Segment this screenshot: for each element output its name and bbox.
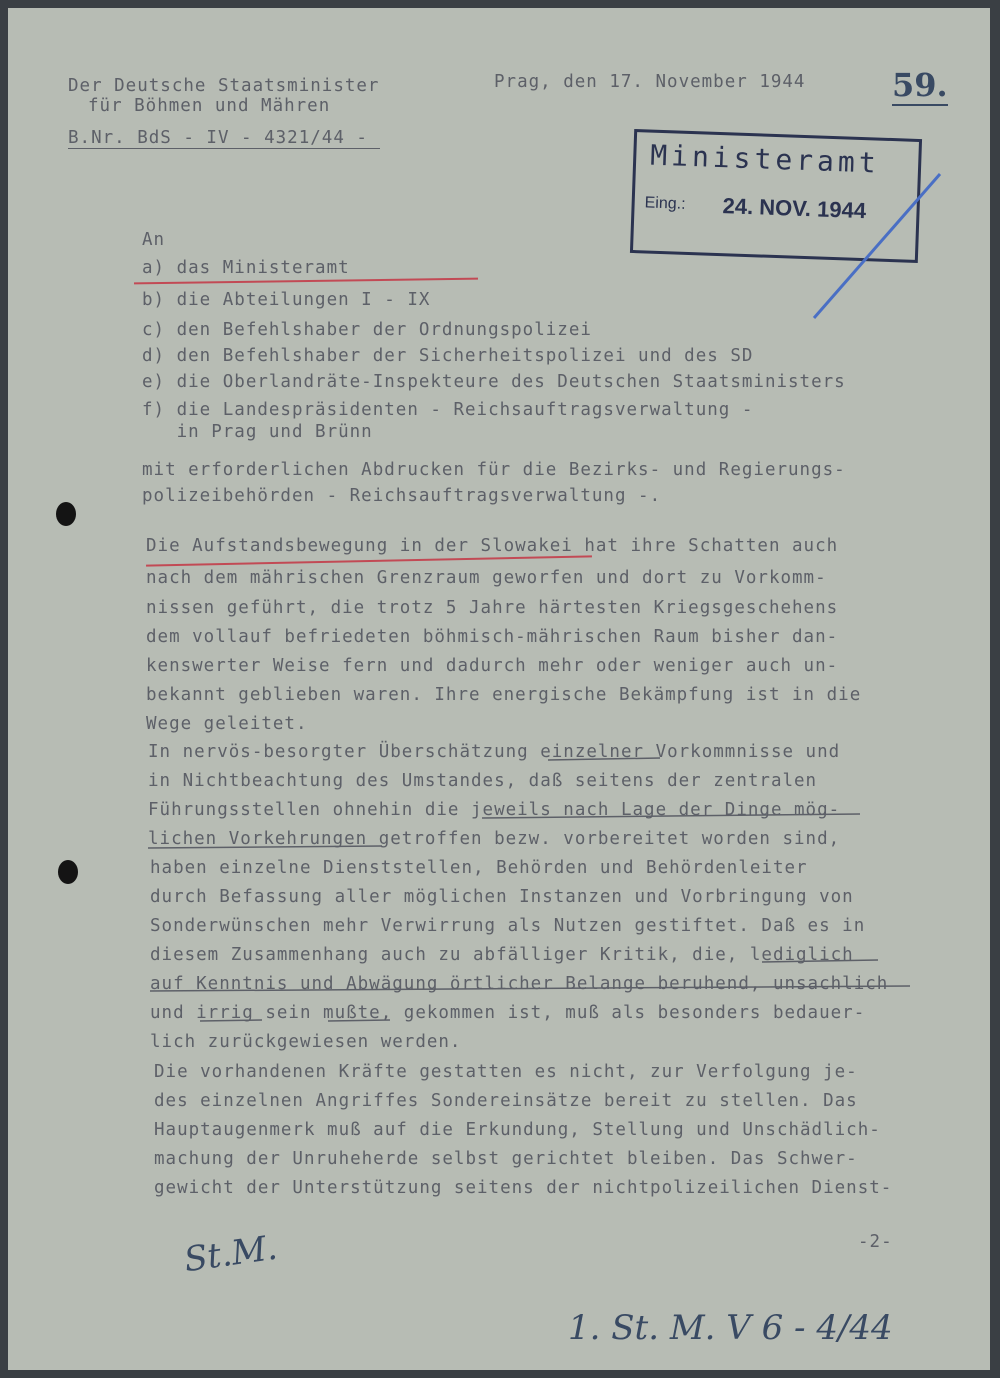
next-page-marker: -2- — [858, 1232, 893, 1252]
recipient-line: a) das Ministeramt — [142, 258, 350, 278]
body-line: diesem Zusammenhang auch zu abfälliger Kritik, die, lediglich — [150, 945, 854, 965]
body-line: kenswerter Weise fern und dadurch mehr oder weniger auch un- — [146, 656, 839, 676]
body-line: des einzelnen Angriffes Sondereinsätze bereit zu stellen. Das — [154, 1091, 858, 1111]
recipient-line: f) die Landespräsidenten - Reichsauftragsverwaltung - — [142, 400, 754, 420]
body-line: nissen geführt, die trotz 5 Jahre härtesten Kriegsgeschehens — [146, 598, 839, 618]
body-line: Die vorhandenen Kräfte gestatten es nicht, zur Verfolgung je- — [154, 1062, 858, 1082]
sender-line-2: für Böhmen und Mähren — [88, 96, 331, 116]
body-line: haben einzelne Dienststellen, Behörden und Behördenleiter — [150, 858, 808, 878]
stamp-received-label: Eing.: — [644, 194, 686, 213]
recipients-label: An — [142, 230, 166, 250]
body-line: auf Kenntnis und Abwägung örtlicher Belange beruhend, unsachlich — [150, 974, 889, 994]
distribution-line: mit erforderlichen Abdrucken für die Bezirks- und Regierungs- — [142, 460, 846, 480]
body-line: gewicht der Unterstützung seitens der nichtpolizeilichen Dienst- — [154, 1178, 893, 1198]
body-line: lichen Vorkehrungen getroffen bezw. vorbereitet worden sind, — [148, 829, 841, 849]
body-line: Hauptaugenmerk muß auf die Erkundung, Stellung und Unschädlich- — [154, 1120, 881, 1140]
body-line: in Nichtbeachtung des Umstandes, daß seitens der zentralen — [148, 771, 818, 791]
body-line: machung der Unruheherde selbst gerichtet bleiben. Das Schwer- — [154, 1149, 858, 1169]
letter-page — [8, 8, 990, 1370]
sender-line-1: Der Deutsche Staatsminister — [68, 76, 380, 96]
body-line: nach dem mährischen Grenzraum geworfen und dort zu Vorkomm- — [146, 568, 827, 588]
recipient-line: in Prag und Brünn — [142, 422, 373, 442]
body-line: In nervös-besorgter Überschätzung einzelner Vorkommnisse und — [148, 742, 841, 762]
distribution-line: polizeibehörden - Reichsauftragsverwaltung -. — [142, 486, 662, 506]
pencil-underlines — [8, 8, 990, 1370]
body-line: durch Befassung aller möglichen Instanzen und Vorbringung von — [150, 887, 854, 907]
handwritten-initials: St.M. — [181, 1227, 280, 1281]
stamp-title: Ministeramt — [649, 138, 881, 180]
recipient-line: e) die Oberlandräte-Inspekteure des Deutschen Staatsministers — [142, 372, 846, 392]
body-line: dem vollauf befriedeten böhmisch-mährischen Raum bisher dan- — [146, 627, 839, 647]
body-line: und irrig sein mußte, gekommen ist, muß als besonders bedauer- — [150, 1003, 866, 1023]
body-line: Führungsstellen ohnehin die jeweils nach Lage der Dinge mög- — [148, 800, 841, 820]
body-line: bekannt geblieben waren. Ihre energische Bekämpfung ist in die — [146, 685, 862, 705]
recipient-line: b) die Abteilungen I - IX — [142, 290, 431, 310]
body-line: lich zurückgewiesen werden. — [150, 1032, 462, 1052]
stamp-received-date: 24. NOV. 1944 — [722, 193, 867, 224]
body-line: Die Aufstandsbewegung in der Slowakei hat ihre Schatten auch — [146, 536, 839, 556]
reference-number: B.Nr. BdS - IV - 4321/44 - — [68, 128, 380, 149]
handwritten-file-number: 1. St. M. V 6 - 4/44 — [568, 1308, 893, 1348]
body-line: Sonderwünschen mehr Verwirrung als Nutzen gestiftet. Daß es in — [150, 916, 866, 936]
folio-number: 59. — [892, 66, 948, 104]
place-and-date: Prag, den 17. November 1944 — [494, 72, 806, 92]
body-line: Wege geleitet. — [146, 714, 308, 734]
recipient-line: c) den Befehlshaber der Ordnungspolizei — [142, 320, 592, 340]
recipient-line: d) den Befehlshaber der Sicherheitspolizei und des SD — [142, 346, 754, 366]
